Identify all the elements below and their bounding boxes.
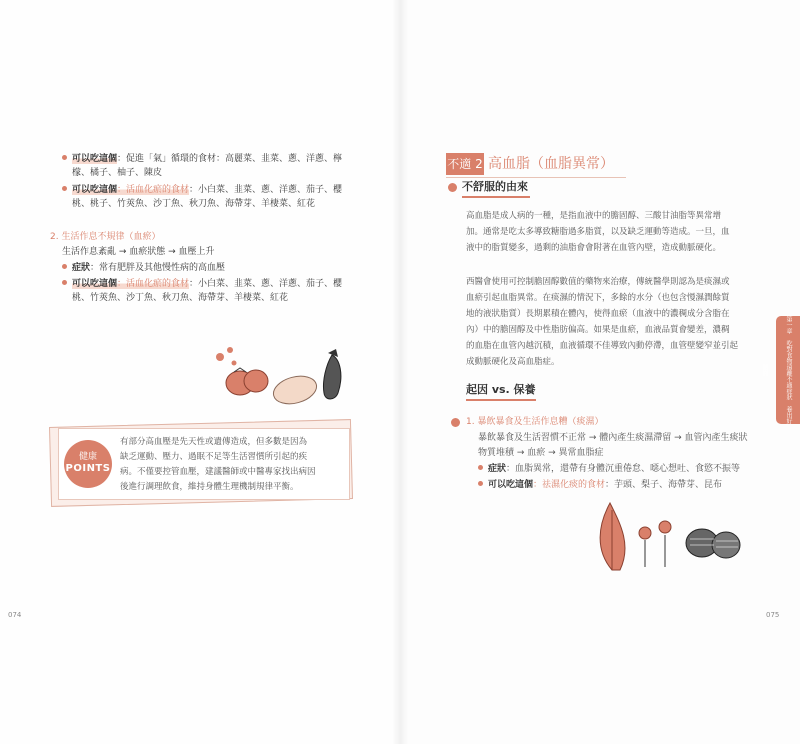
item1-text: ：促進「氣」循環的食材：高麗菜、韭菜、蔥、洋蔥、檸 (117, 154, 343, 164)
paragraph-line: 的血脂在血管內越沉積，血液循環不佳導致內動停滯，血管壁變窄並引起 (466, 341, 739, 351)
left-item1-line2: 檬、橘子、柚子、陳皮 (72, 168, 163, 178)
symptom-label: 症狀 (72, 263, 91, 273)
left-section2-title: 2. 生活作息不規律（血瘀） (50, 232, 161, 242)
paragraph-line: 液中的脂質變多，過剩的油脂會會附著在血管內壁，造成動脈硬化。 (466, 243, 722, 253)
chapter-side-tab: 第一章 吃對食物遠離不適症狀 養出好體質 (776, 316, 800, 424)
left-item2-line1 (62, 184, 342, 197)
tomato-icon (448, 183, 457, 192)
item2-label: 可以吃這個 (72, 185, 118, 195)
sub1-title: 1. 暴飲暴食及生活作息糟（痰濕） (466, 417, 604, 427)
bullet-icon (478, 465, 483, 470)
paragraph-line: 西醫會使用可控制膽固醇數值的藥物來治療，傳統醫學則認為是痰濕或 (466, 277, 730, 287)
eat-accent: ：祛濕化痰的食材 (533, 480, 606, 490)
paragraph-line: 內）中的膽固醇及中性脂肪偏高。如果是血瘀，血液品質會變差，濃稠 (466, 325, 730, 335)
right-page (400, 0, 800, 744)
points-line: 有部分高血壓是先天性或遺傳造成，但多數是因為 (120, 437, 308, 447)
left-item1-line1 (62, 153, 342, 166)
paragraph-line: 加。通常是吃太多導致糖脂過多脂質，以及缺乏運動等造成。一旦，血 (466, 227, 730, 237)
eat-text: ：芋頭、梨子、海帶芽、昆布 (605, 480, 723, 490)
section-cause-underline (466, 399, 536, 401)
right-symptom (478, 463, 740, 476)
persimmon-icon (226, 368, 268, 395)
right-page-number: 075 (766, 611, 780, 619)
item3-accent: ：活血化瘀的食材 (117, 279, 190, 289)
flower-icon (639, 521, 671, 567)
badge-top-text: 健康 (78, 452, 97, 462)
points-line: 後進行調理飲食，維持身體生理機制規律平衡。 (120, 482, 299, 492)
chapter-tag: 不適 2 (446, 153, 484, 175)
left-item2-line2: 桃、桃子、竹莢魚、沙丁魚、秋刀魚、海帶芽、羊棲菜、紅花 (72, 199, 316, 209)
book-gutter (392, 0, 408, 744)
bullet-icon (62, 155, 67, 160)
eat-label: 可以吃這個 (488, 480, 534, 490)
chapter-title: 高血脂（血脂異常） (488, 156, 614, 172)
item2-text: ：小白菜、韭菜、蔥、洋蔥、茄子、櫻 (189, 185, 343, 195)
bullet-icon (62, 264, 67, 269)
flower-icon (216, 347, 237, 366)
bullet-icon (478, 481, 483, 486)
vegetables-illustration (210, 345, 360, 405)
item3-text: ：小白菜、韭菜、蔥、洋蔥、茄子、櫻 (189, 279, 343, 289)
points-line: 病。不僅要控管血壓，建議醫師或中醫專家找出病因 (120, 467, 316, 477)
paragraph-line: 血瘀引起血脂異常。在痰濕的情況下，多餘的水分（也包含慢濕潤餘質 (466, 293, 730, 303)
symptom-label: 症狀 (488, 464, 507, 474)
paragraph-1 (466, 208, 766, 256)
section-cause-title: 起因 vs. 保養 (466, 383, 536, 396)
points-line: 缺乏運動、壓力、過眠不足等生活習慣所引起的疾 (120, 452, 308, 462)
leaf-icon (600, 503, 625, 570)
eggplant-icon (323, 349, 340, 399)
paragraph-2 (466, 274, 766, 370)
left-section2-flow: 生活作息紊亂 → 血瘀狀態 → 血壓上升 (62, 247, 215, 257)
symptom-text: ：血脂異常，還帶有身體沉重倦怠、噁心想吐、食慾不振等 (506, 464, 741, 474)
paragraph-line: 成動脈硬化及高血脂症。 (466, 357, 560, 367)
item3-label: 可以吃這個 (72, 279, 118, 289)
left-item3-line1 (62, 278, 342, 291)
sub1-line2: 物質堆積 → 血瘀 → 異常血脂症 (478, 448, 604, 458)
section-origin-underline (462, 196, 530, 198)
section-origin-title: 不舒服的由來 (462, 180, 528, 193)
food-illustration (590, 495, 750, 575)
paragraph-line: 高血脂是成人病的一種，是指血液中的膽固醇、三酸甘油脂等異常增 (466, 211, 722, 221)
paragraph-line: 地的液狀脂質）長期累積在體內，使得血瘀（血液中的濃稠成分含脂在 (466, 309, 730, 319)
left-page-number: 074 (8, 611, 22, 619)
points-text (120, 435, 316, 495)
sub1-line1: 暴飲暴食及生活習慣不正常 → 體內產生痰濕滯留 → 血管內產生痰狀 (478, 433, 748, 443)
badge-bottom-text: POINTS (65, 463, 111, 474)
bullet-icon (62, 280, 67, 285)
symptom-text: ：常有肥胖及其他慢性病的高血壓 (90, 263, 226, 273)
shell-icon (686, 529, 740, 558)
right-eat (478, 479, 722, 492)
item1-label: 可以吃這個 (72, 154, 118, 164)
left-item3-line2: 桃、竹莢魚、沙丁魚、秋刀魚、海帶芽、羊棲菜、紅花 (72, 293, 289, 303)
potato-icon (270, 372, 319, 405)
header-divider (446, 177, 626, 178)
left-symptom (62, 262, 225, 275)
tomato-icon (451, 418, 460, 427)
health-points-badge (64, 440, 112, 488)
bullet-icon (62, 186, 67, 191)
item2-accent: ：活血化瘀的食材 (117, 185, 190, 195)
